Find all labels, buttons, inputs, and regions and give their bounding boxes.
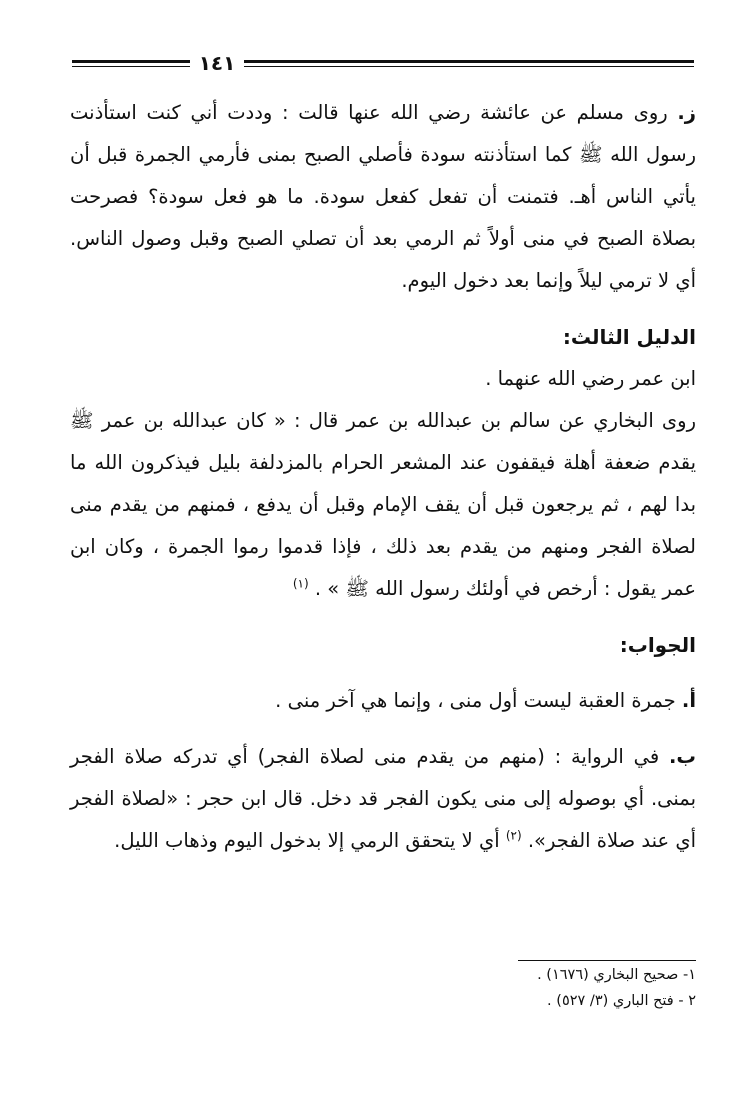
evidence-paragraph xyxy=(70,400,696,610)
answer-heading: الجواب: xyxy=(619,633,696,657)
evidence-heading: الدليل الثالث: xyxy=(562,325,696,349)
answer-point-b-tail: أي لا يتحقق الرمي إلا بدخول اليوم وذهاب الليل. xyxy=(114,829,500,852)
answer-point-b-text: في الرواية : (منهم من يقدم منى لصلاة الفجر) أي تدركه صلاة الفجر بمنى. أي بوصوله إلى منى يكون الفجر قد دخل. قال ابن حجر : «لصلاة الفجر أي عند صلاة الفجر». xyxy=(70,745,696,852)
answer-point-a xyxy=(70,680,696,722)
footnote-ref-2: (٢) xyxy=(505,828,522,843)
footnotes xyxy=(70,962,696,1014)
answer-point-a-text: جمرة العقبة ليست أول منى ، وإنما هي آخر منى . xyxy=(275,689,676,712)
footnote-ref-1: (١) xyxy=(292,576,309,591)
point-letter-z: ز. xyxy=(677,101,696,124)
paragraph-z xyxy=(70,92,696,302)
footnote-1: ١- صحيح البخاري (١٦٧٦) . xyxy=(537,967,696,983)
point-letter-a: أ. xyxy=(681,689,696,712)
page-content xyxy=(70,92,696,862)
header-rule-right xyxy=(244,60,694,67)
header-rule-left xyxy=(72,60,190,67)
page-number: ١٤١ xyxy=(198,51,236,75)
evidence-text: روى البخاري عن سالم بن عبدالله بن عمر قال : « كان عبدالله بن عمر ﷺ يقدم ضعفة أهلة فيقفون عند المشعر الحرام بالمزدلفة بليل فيذكرون الله ما بدا لهم ، ثم يرجعون قبل أن يقف الإمام وقبل أن يدفع ، فمنهم من يقدم منى لصلاة الفجر ومنهم من يقدم بعد ذلك ، فإذا قدموا رموا الجمرة ، وكان ابن عمر يقول : أرخص في أولئك رسول الله ﷺ » . xyxy=(70,409,696,600)
footnote-divider xyxy=(518,960,696,961)
answer-point-b xyxy=(70,736,696,862)
footnote-2: ٢ - فتح الباري (٣/ ٥٢٧) . xyxy=(547,993,696,1009)
point-letter-b: ب. xyxy=(668,745,696,768)
evidence-narrator: ابن عمر رضي الله عنهما . xyxy=(485,367,696,390)
paragraph-z-text: روى مسلم عن عائشة رضي الله عنها قالت : وددت أني كنت استأذنت رسول الله ﷺ كما استأذنته سودة فأصلي الصبح بمنى فأرمي الجمرة قبل أن يأتي الناس أهـ. فتمنت أن تفعل كفعل سودة. ما هو فعل سودة؟ فصرحت بصلاة الصبح في منى أولاً ثم الرمي بعد أن تصلي الصبح وقبل وصول الناس. أي لا ترمي ليلاً وإنما بعد دخول اليوم. xyxy=(70,101,696,292)
page-header xyxy=(72,51,694,75)
